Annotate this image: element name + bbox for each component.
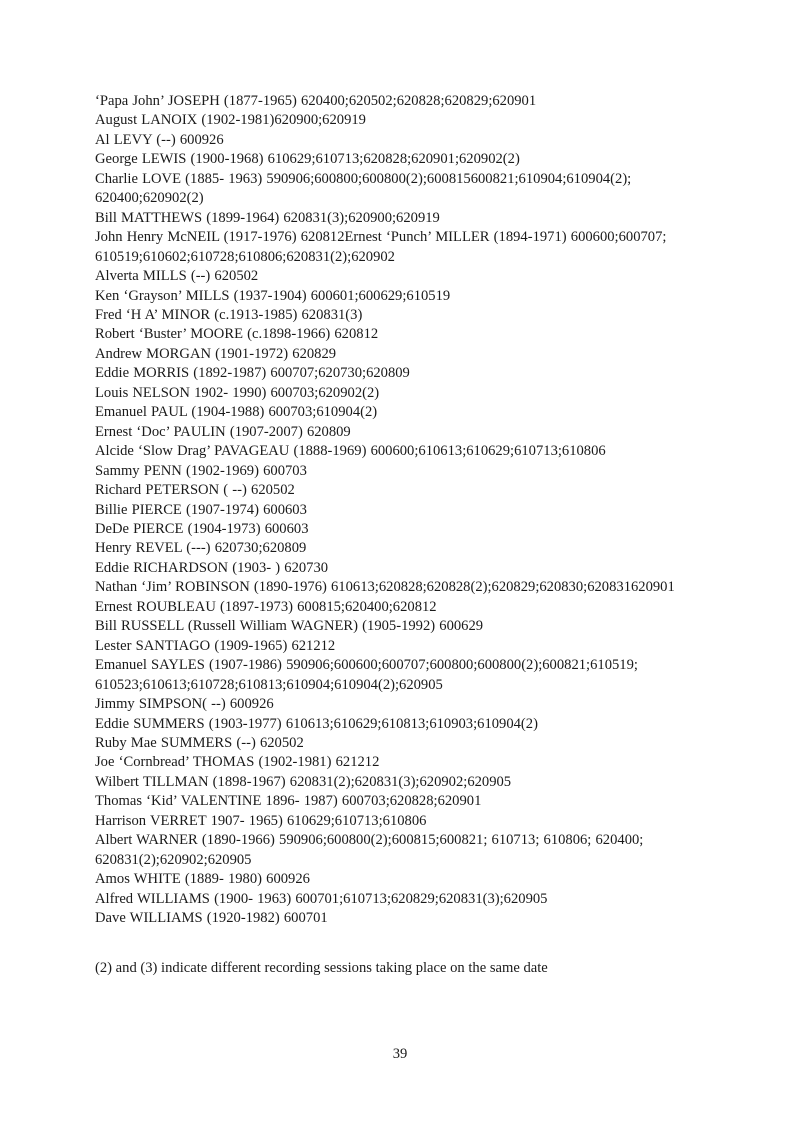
musician-entry: Joe ‘Cornbread’ THOMAS (1902-1981) 621212 — [95, 754, 380, 771]
musician-entry: Charlie LOVE (1885- 1963) 590906;600800;600800(2);600815600821;610904;610904(2); 620400;620902(2) — [95, 170, 632, 207]
musician-entry: Al LEVY (--) 600926 — [95, 131, 224, 148]
musician-entry: Albert WARNER (1890-1966) 590906;600800(2);600815;600821; 610713; 610806; 620400; 620831(2);620902;620905 — [95, 832, 644, 868]
musician-entry: Amos WHITE (1889- 1980) 600926 — [95, 871, 310, 888]
musician-entry: Bill RUSSELL (Russell William WAGNER) (1905-1992) 600629 — [95, 618, 484, 635]
musician-entry: Alfred WILLIAMS (1900- 1963) 600701;610713;620829;620831(3);620905 — [95, 890, 548, 907]
musician-entry: Ernest ‘Doc’ PAULIN (1907-2007) 620809 — [95, 423, 351, 440]
musician-entry: Henry REVEL (---) 620730;620809 — [95, 540, 307, 557]
musician-entry: Andrew MORGAN (1901-1972) 620829 — [95, 345, 337, 362]
musician-entry: George LEWIS (1900-1968) 610629;610713;620828;620901;620902(2) — [95, 151, 520, 168]
musician-entry: Jimmy SIMPSON( --) 600926 — [95, 696, 274, 713]
musician-entry: August LANOIX (1902-1981)620900;620919 — [95, 112, 366, 129]
musician-entry: Fred ‘H A’ MINOR (c.1913-1985) 620831(3) — [95, 306, 363, 323]
footnote: (2) and (3) indicate different recording sessions taking place on the same date — [95, 959, 548, 976]
musician-entry: Ruby Mae SUMMERS (--) 620502 — [95, 734, 304, 751]
musician-entry: Alverta MILLS (--) 620502 — [95, 268, 259, 285]
musician-entry: Robert ‘Buster’ MOORE (c.1898-1966) 620812 — [95, 326, 379, 343]
musician-entry: Nathan ‘Jim’ ROBINSON (1890-1976) 610613;620828;620828(2);620829;620830;620831620901 — [95, 579, 675, 596]
musician-entry: Bill MATTHEWS (1899-1964) 620831(3);620900;620919 — [95, 209, 440, 226]
page-number: 39 — [392, 1046, 408, 1062]
musician-entry: Louis NELSON 1902- 1990) 600703;620902(2) — [95, 384, 380, 401]
musician-entry: Sammy PENN (1902-1969) 600703 — [95, 462, 307, 479]
musician-entry: Dave WILLIAMS (1920-1982) 600701 — [95, 910, 328, 927]
musician-entry: Alcide ‘Slow Drag’ PAVAGEAU (1888-1969) 600600;610613;610629;610713;610806 — [95, 443, 606, 460]
musician-entry: DeDe PIERCE (1904-1973) 600603 — [95, 520, 309, 537]
musician-entry: Eddie MORRIS (1892-1987) 600707;620730;620809 — [95, 365, 410, 382]
musician-entry: Thomas ‘Kid’ VALENTINE 1896- 1987) 600703;620828;620901 — [95, 793, 482, 810]
musician-entry: Ken ‘Grayson’ MILLS (1937-1904) 600601;600629;610519 — [95, 287, 451, 304]
musician-entry: Ernest ROUBLEAU (1897-1973) 600815;620400;620812 — [95, 598, 437, 615]
musician-entry: Eddie SUMMERS (1903-1977) 610613;610629;610813;610903;610904(2) — [95, 715, 538, 732]
musician-entry: Billie PIERCE (1907-1974) 600603 — [95, 501, 307, 518]
musician-entry: Wilbert TILLMAN (1898-1967) 620831(2);620831(3);620902;620905 — [95, 773, 512, 790]
musician-entry: Harrison VERRET 1907- 1965) 610629;610713;610806 — [95, 812, 427, 829]
musician-discography-list — [95, 92, 710, 928]
musician-entry: ‘Papa John’ JOSEPH (1877-1965) 620400;620502;620828;620829;620901 — [95, 93, 537, 109]
musician-entry: John Henry McNEIL (1917-1976) 620812Ernest ‘Punch’ MILLER (1894-1971) 600600;600707; 610519;610602;610728;610806;620831(2);620902 — [95, 229, 667, 265]
musician-entry: Lester SANTIAGO (1909-1965) 621212 — [95, 637, 336, 654]
musician-entry: Richard PETERSON ( --) 620502 — [95, 482, 295, 499]
musician-entry: Eddie RICHARDSON (1903- ) 620730 — [95, 559, 329, 576]
musician-entry: Emanuel SAYLES (1907-1986) 590906;600600;600707;600800;600800(2);600821;610519; 610523;610613;610728;610813;610904;610904(2);620905 — [95, 657, 638, 693]
musician-entry: Emanuel PAUL (1904-1988) 600703;610904(2) — [95, 404, 378, 421]
